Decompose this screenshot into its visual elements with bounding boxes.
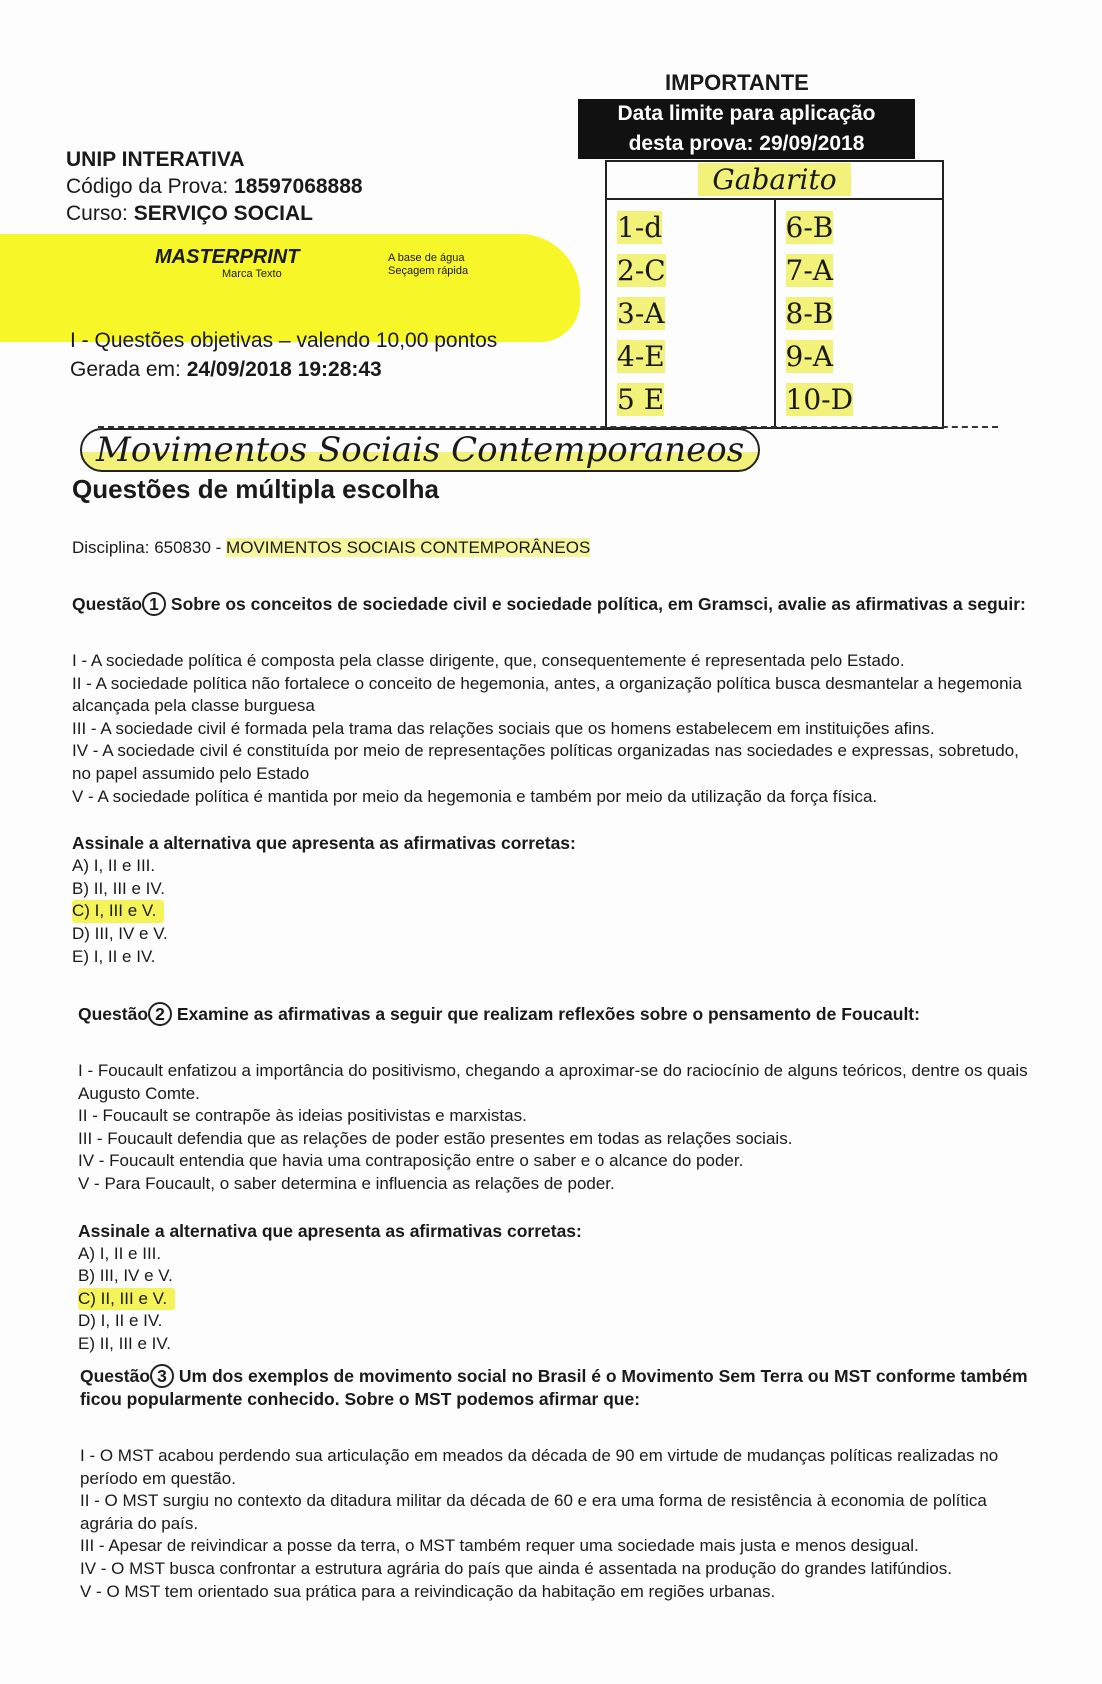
answer-option[interactable]: D) III, IV e V. [72,923,168,943]
answer-key-entry [786,206,933,249]
statement: II - O MST surgiu no contexto da ditadura militar da década de 60 e era uma forma de resistência à economia de política agrária do país. [80,1491,987,1533]
question-stem [80,1364,1044,1411]
answer-key-value: 7-A [785,254,833,287]
statement: IV - Foucault entendia que havia uma contraposição entre o saber e o alcance do poder. [78,1151,744,1171]
answer-key-entry [786,292,933,335]
answer-option[interactable]: E) II, III e IV. [78,1333,171,1353]
answer-prompt: Assinale a alternativa que apresenta as afirmativas corretas: [72,833,576,854]
deadline-line: Data limite para aplicação [617,102,876,125]
answer-option[interactable]: A) I, II e III. [72,856,156,876]
question-text: Examine as afirmativas a seguir que realizam reflexões sobre o pensamento de Foucault: [176,1004,920,1024]
statement-list [72,650,1042,808]
answer-key-value: 8-B [785,297,834,330]
marker-note: A base de água [388,252,465,264]
answer-option[interactable]: B) III, IV e V. [78,1266,173,1286]
statement: V - O MST tem orientado sua prática para a reivindicação da habitação em regiões urbanas. [80,1581,776,1601]
answer-key-value: 6-B [785,211,834,244]
discipline-name: MOVIMENTOS SOCIAIS CONTEMPORÂNEOS [226,538,591,557]
question-label: Questão [78,1004,149,1024]
institution: UNIP INTERATIVA [66,148,245,171]
answer-key-value: 10-D [785,383,854,416]
answer-key-title [607,162,942,200]
important-title: IMPORTANTE [665,70,809,95]
answer-option[interactable]: D) I, II e IV. [78,1311,163,1331]
answer-key-value: 1-d [617,211,663,244]
section-line: I - Questões objetivas – valendo 10,00 pontos [70,329,498,352]
answer-key-entry [617,249,764,292]
question-label: Questão [72,594,143,614]
statement: IV - O MST busca confrontar a estrutura agrária do país que ainda é assentada na produção do grandes latifúndios. [80,1558,952,1578]
discipline [72,538,590,558]
generated-label: Gerada em: [70,358,181,381]
question-number: 2 [148,1002,172,1026]
answer-key-entry [617,292,764,335]
section-title: Questões de múltipla escolha [72,474,439,504]
statement: III - A sociedade civil é formada pela trama das relações sociais que os homens estabelecem em instituições afins. [72,718,935,738]
deadline-box [578,99,915,159]
answer-option-selected[interactable]: C) II, III e V. [78,1288,175,1311]
answer-key-left [607,200,774,427]
answer-key-value: 5 E [617,383,665,416]
question-label: Questão [80,1366,151,1386]
statement-list [78,1060,1042,1196]
discipline-label: Disciplina: 650830 - [72,538,227,557]
marker-note: Seçagem rápida [388,265,469,277]
exam-header [66,146,363,227]
answer-key-right [774,200,943,427]
question-2 [78,1002,1042,1356]
statement: II - A sociedade política não fortalece o conceito de hegemonia, antes, a organização política busca desmantelar a hegemonia alcançada pela classe burguesa [72,673,1022,716]
handwritten-subject: Movimentos Sociais Contemporaneos [80,428,760,472]
answer-key-entry [786,249,933,292]
code-label: Código da Prova: [66,175,229,198]
answer-key-table [605,160,944,429]
answer-key-value: 3-A [617,297,665,330]
answer-prompt: Assinale a alternativa que apresenta as afirmativas corretas: [78,1220,582,1241]
statement-list [80,1445,1044,1603]
generated-value: 24/09/2018 19:28:43 [186,358,382,381]
statement: II - Foucault se contrapõe às ideias positivistas e marxistas. [78,1106,527,1126]
answer-option[interactable]: E) I, II e IV. [72,946,156,966]
exam-info [70,326,497,384]
question-1 [72,592,1042,968]
statement: III - Foucault defendia que as relações de poder estão presentes em todas as relações sociais. [78,1128,793,1148]
answer-option[interactable]: A) I, II e III. [78,1243,162,1263]
answer-key-value: 9-A [785,340,833,373]
answer-option-selected[interactable]: C) I, III e V. [72,900,164,923]
answer-option[interactable]: B) II, III e IV. [72,878,165,898]
question-text: Sobre os conceitos de sociedade civil e sociedade política, em Gramsci, avalie as afirmativas a seguir: [170,594,1026,614]
answer-key-entry [786,335,933,378]
deadline-line: desta prova: 29/09/2018 [628,132,865,155]
statement: V - A sociedade política é mantida por meio da hegemonia e também por meio da utilização da força física. [72,786,878,806]
statement: IV - A sociedade civil é constituída por meio de representações políticas organizadas nas sociedades e expressas, sobretudo, no papel assumido pelo Estado [72,741,1019,783]
question-stem [78,1002,1042,1026]
question-number: 1 [142,592,166,616]
marker-sub: Marca Texto [222,268,282,280]
answer-key-entry [617,335,764,378]
statement: I - Foucault enfatizou a importância do positivismo, chegando a aproximar-se do raciocínio de alguns teóricos, dentre os quais Augusto Comte. [78,1061,1028,1103]
answer-key-value: 2-C [617,254,666,287]
question-stem [72,592,1042,616]
marker-notes [388,252,468,278]
question-text: Um dos exemplos de movimento social no Brasil é o Movimento Sem Terra ou MST conforme também ficou popularmente conhecido. Sobre o MST podemos afirmar que: [80,1366,1028,1409]
answer-key-value: 4-E [617,340,665,373]
answer-key-entry [786,378,933,421]
course-label: Curso: [66,202,128,225]
answer-key-entry [617,378,764,421]
marker-brand: MASTERPRINT [155,246,300,268]
answer-key-title-text: Gabarito [698,163,850,196]
course-value: SERVIÇO SOCIAL [133,202,314,225]
statement: I - O MST acabou perdendo sua articulação em meados da década de 90 em virtude de mudanças políticas realizadas no período em questão. [80,1446,999,1488]
statement: I - A sociedade política é composta pela classe dirigente, que, consequentemente é representada pelo Estado. [72,651,905,670]
answer-key-entry [617,206,764,249]
question-number: 3 [150,1364,174,1388]
statement: V - Para Foucault, o saber determina e influencia as relações de poder. [78,1173,615,1193]
question-3 [80,1364,1044,1603]
statement: III - Apesar de reivindicar a posse da terra, o MST também requer uma sociedade mais justa e menos desigual. [80,1536,919,1556]
code-value: 18597068888 [234,175,363,198]
